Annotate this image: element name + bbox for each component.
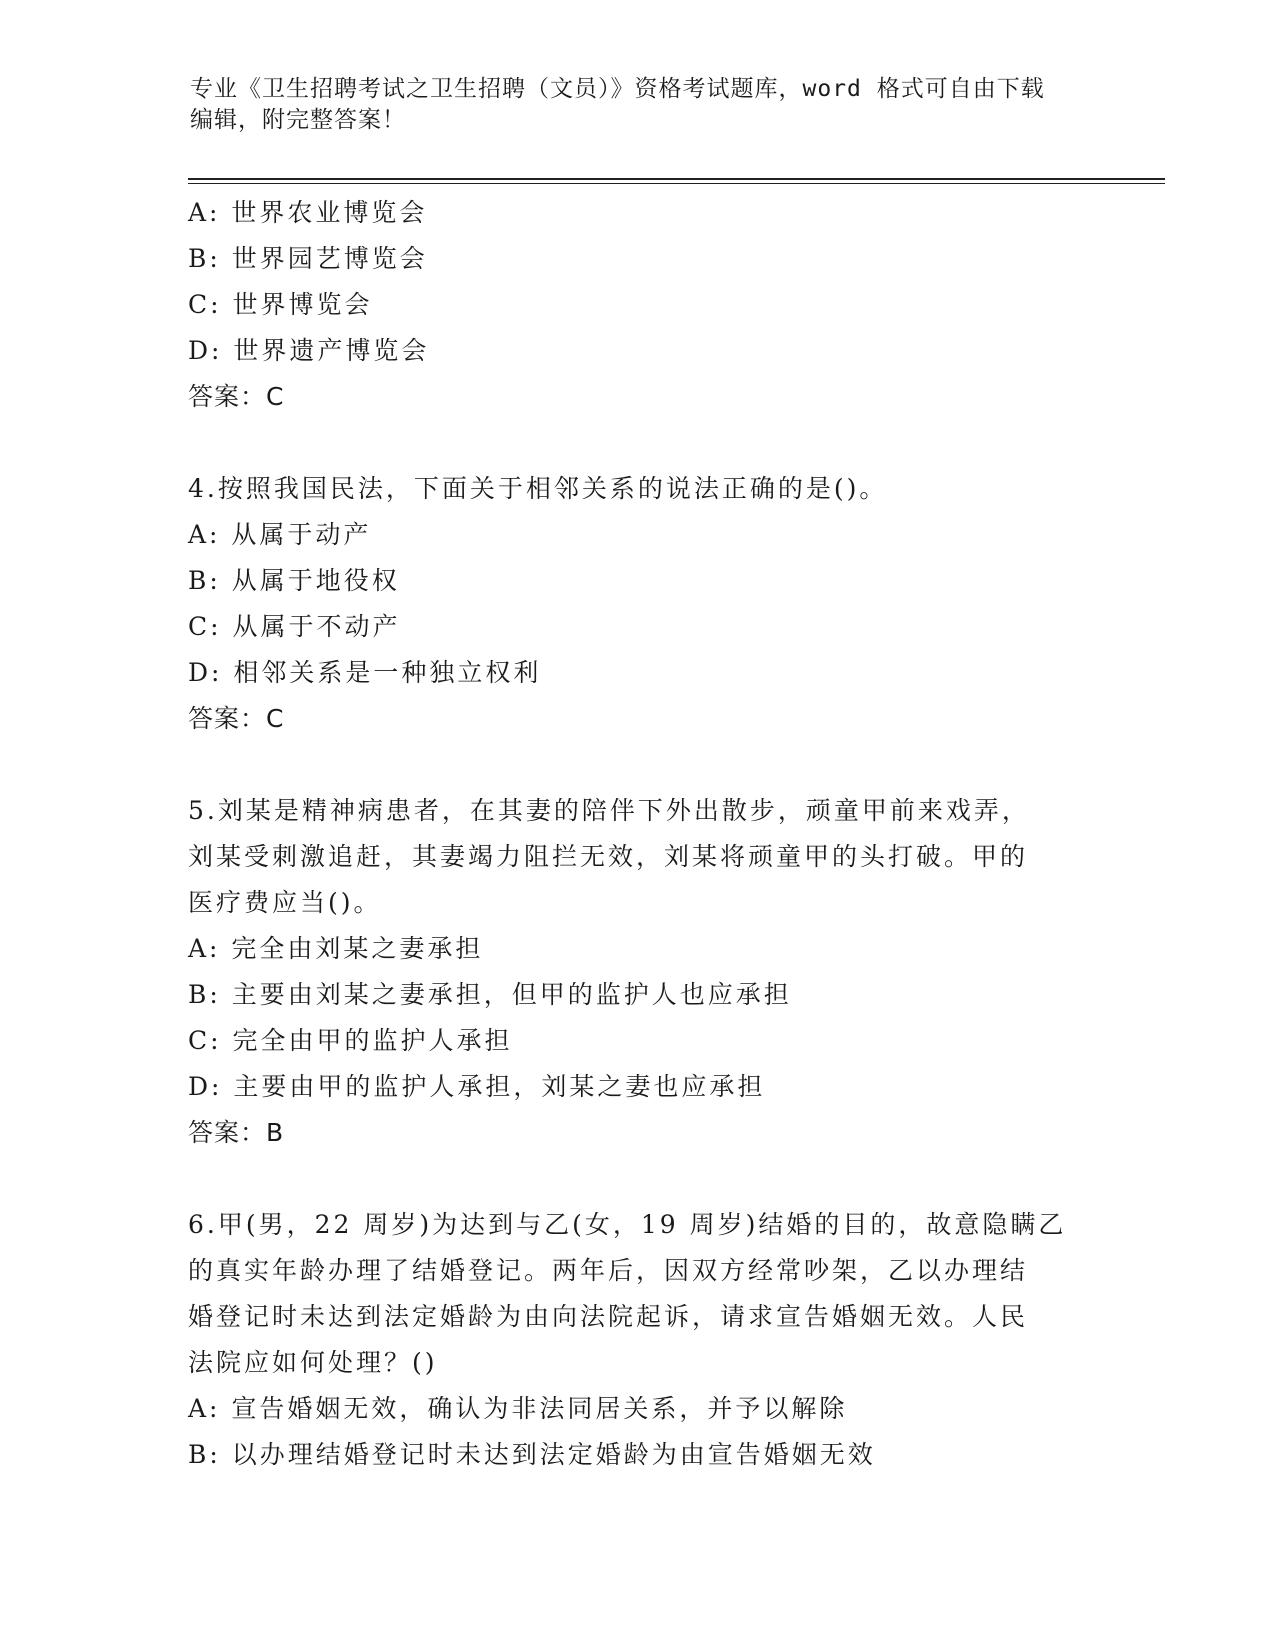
question-5-option-c: C: 完全由甲的监护人承担: [188, 1026, 513, 1055]
question-3-option-c: C: 世界博览会: [188, 290, 373, 319]
question-5-stem-line-1: 5.刘某是精神病患者，在其妻的陪伴下外出散步，顽童甲前来戏弄，: [188, 796, 1030, 825]
document-header: [190, 74, 1090, 136]
question-6-option-b: B: 以办理结婚登记时未达到法定婚龄为由宣告婚姻无效: [188, 1440, 876, 1469]
question-4-stem: 4.按照我国民法，下面关于相邻关系的说法正确的是()。: [188, 474, 888, 503]
question-5-option-a: A: 完全由刘某之妻承担: [188, 934, 484, 963]
question-6-stem-line-4: 法院应如何处理？(): [188, 1348, 438, 1377]
question-6: [188, 1202, 1088, 1478]
spacer: [188, 742, 1088, 788]
header-line-1: 专业《卫生招聘考试之卫生招聘（文员）》资格考试题库，word 格式可自由下载: [190, 76, 1045, 102]
header-divider-thin: [188, 183, 1165, 184]
header-divider-thick: [188, 178, 1165, 180]
question-4: [188, 466, 1088, 742]
question-4-option-b: B: 从属于地役权: [188, 566, 400, 595]
question-5-answer: 答案：B: [188, 1118, 285, 1147]
question-3: [188, 190, 1088, 420]
question-5-stem-line-2: 刘某受刺激追赶，其妻竭力阻拦无效，刘某将顽童甲的头打破。甲的: [188, 842, 1029, 871]
question-6-stem-line-2: 的真实年龄办理了结婚登记。两年后，因双方经常吵架，乙以办理结: [188, 1256, 1029, 1285]
question-3-answer: 答案：C: [188, 382, 285, 411]
question-3-option-b: B: 世界园艺博览会: [188, 244, 428, 273]
spacer: [188, 420, 1088, 466]
question-4-answer: 答案：C: [188, 704, 285, 733]
question-list: [188, 190, 1088, 1478]
question-3-option-d: D: 世界遗产博览会: [188, 336, 430, 365]
question-4-option-c: C: 从属于不动产: [188, 612, 401, 641]
question-5-stem-line-3: 医疗费应当()。: [188, 888, 382, 917]
question-6-option-a: A: 宣告婚姻无效，确认为非法同居关系，并予以解除: [188, 1394, 848, 1423]
question-3-option-a: A: 世界农业博览会: [188, 198, 428, 227]
spacer: [188, 1156, 1088, 1202]
question-5-option-b: B: 主要由刘某之妻承担，但甲的监护人也应承担: [188, 980, 792, 1009]
header-line-2: 编辑，附完整答案！: [190, 107, 406, 133]
question-6-stem-line-1: 6.甲(男，22 周岁)为达到与乙(女，19 周岁)结婚的目的，故意隐瞒乙: [188, 1210, 1067, 1239]
question-5: [188, 788, 1088, 1156]
question-6-stem-line-3: 婚登记时未达到法定婚龄为由向法院起诉，请求宣告婚姻无效。人民: [188, 1302, 1029, 1331]
question-4-option-a: A: 从属于动产: [188, 520, 372, 549]
question-5-option-d: D: 主要由甲的监护人承担，刘某之妻也应承担: [188, 1072, 766, 1101]
question-4-option-d: D: 相邻关系是一种独立权利: [188, 658, 542, 687]
